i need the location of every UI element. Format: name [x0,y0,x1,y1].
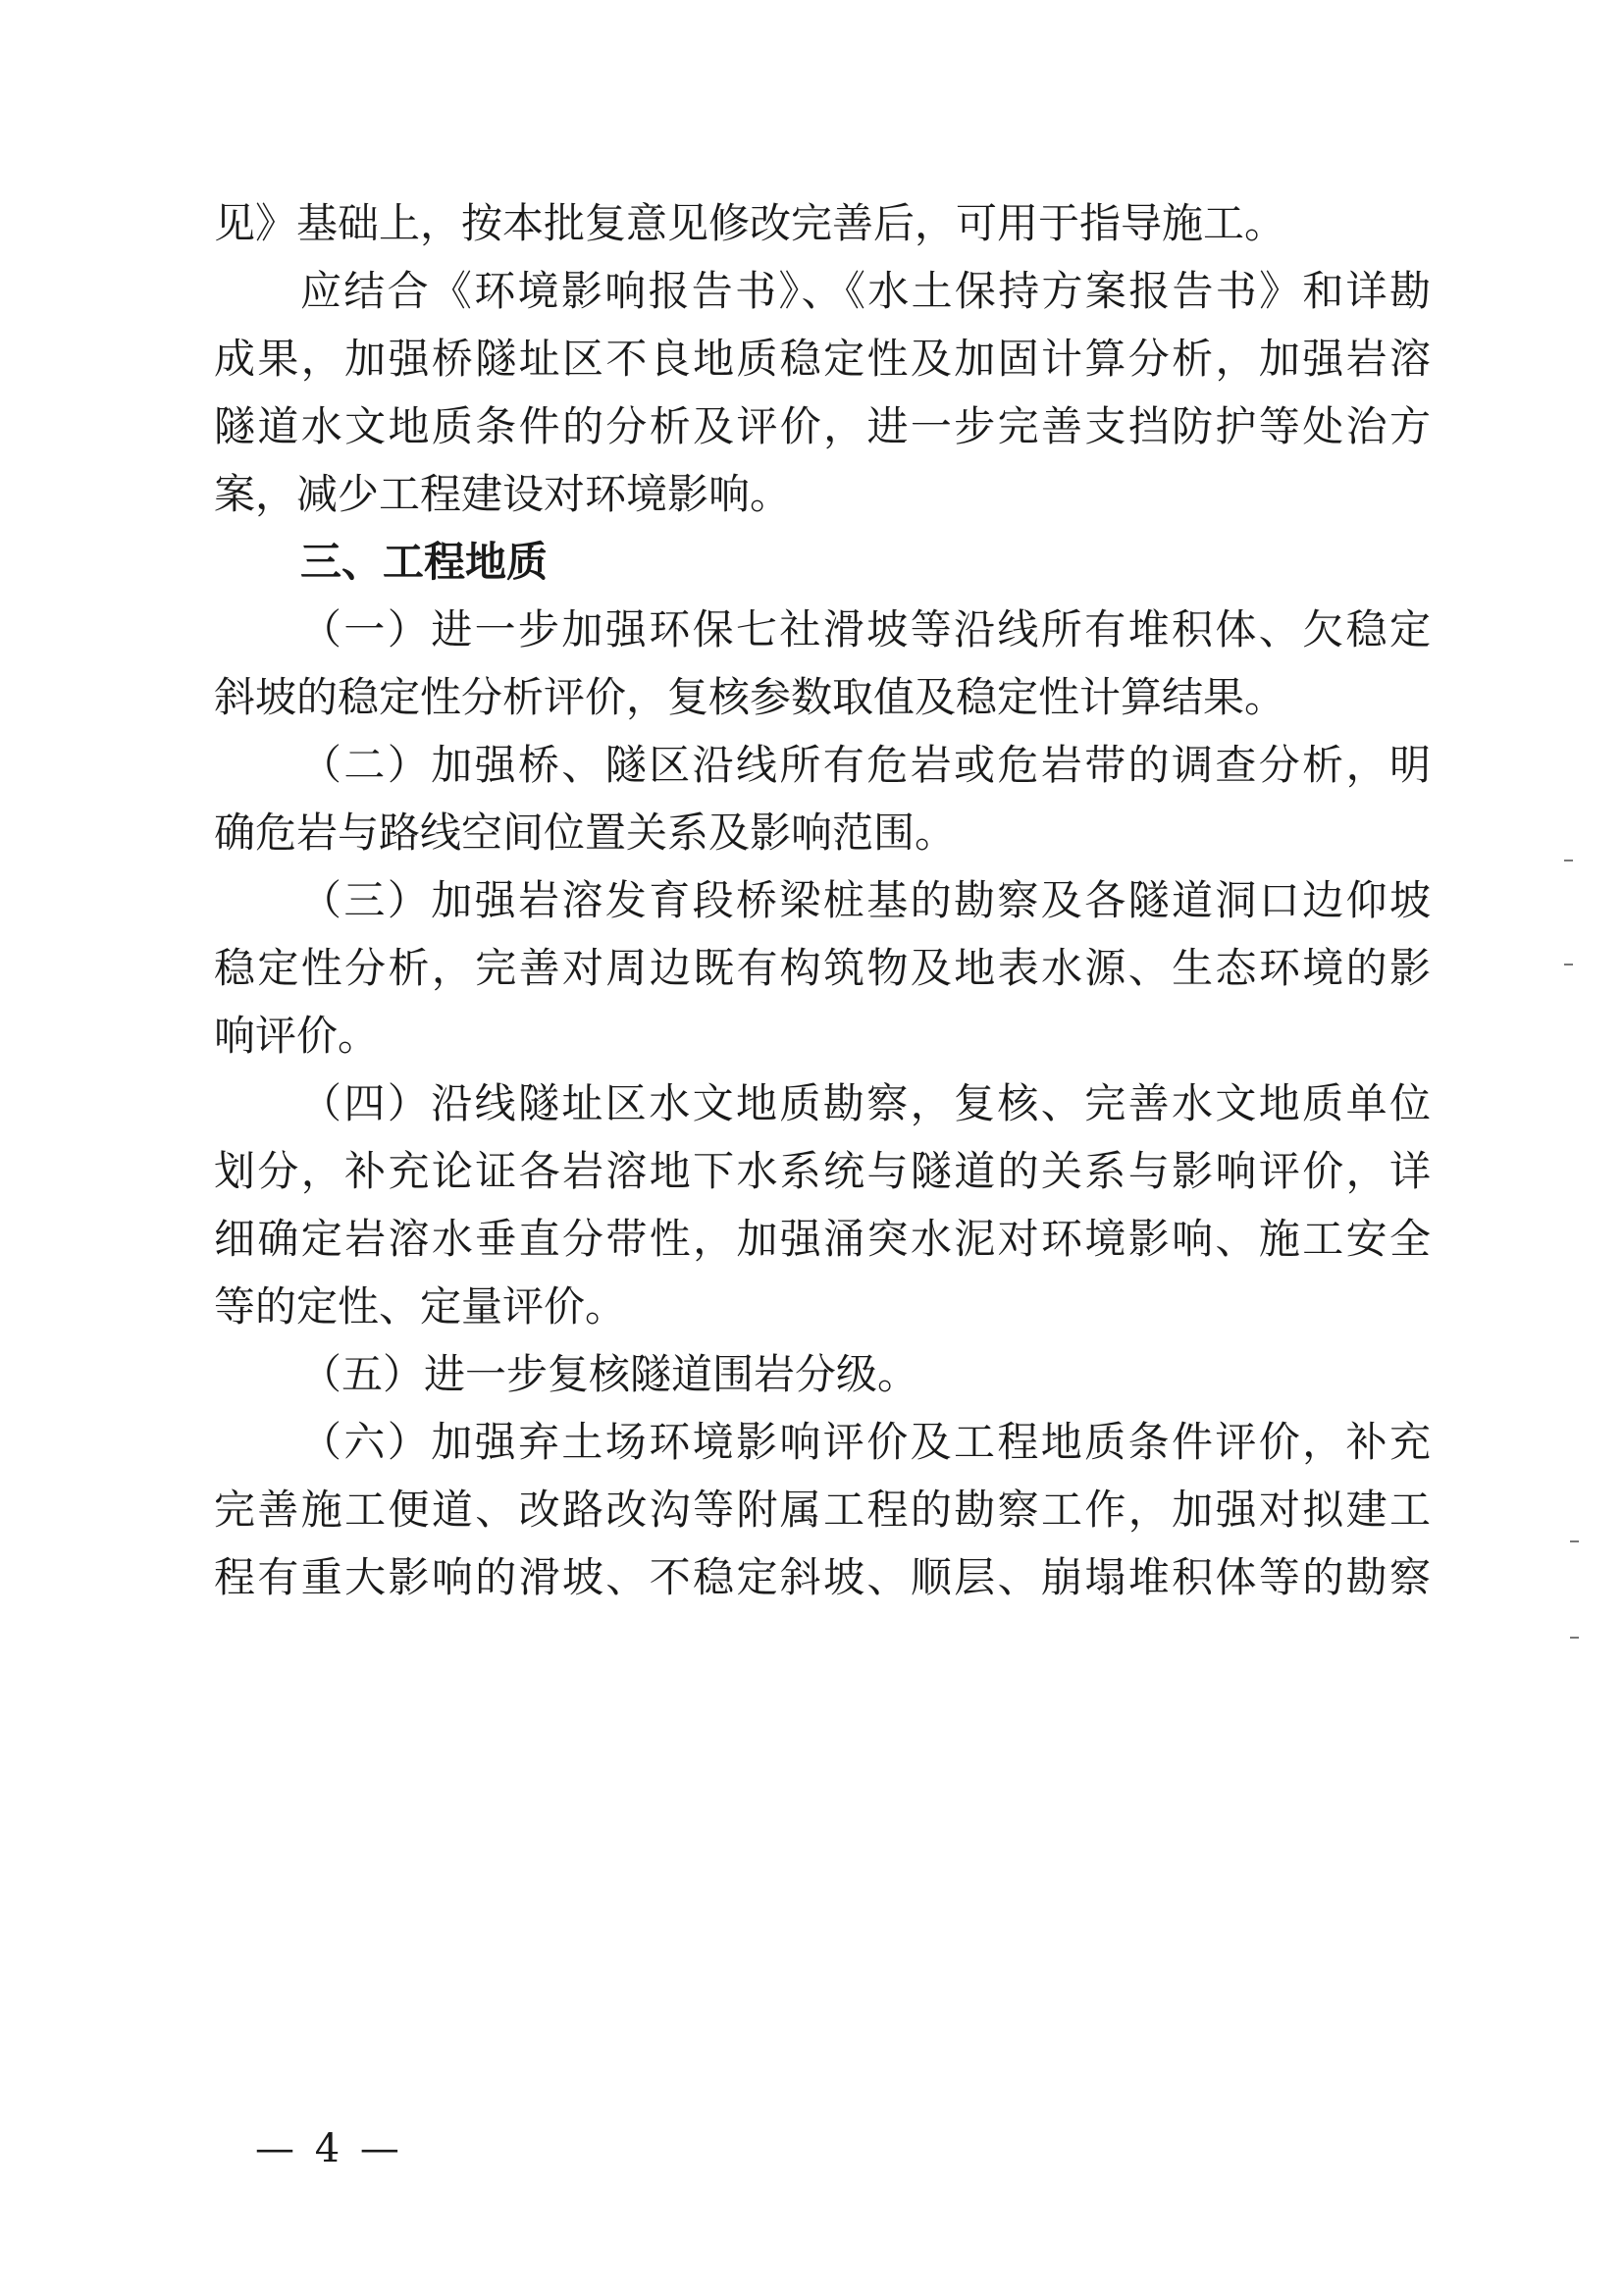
body-line-13: 响评价。 [214,1012,380,1060]
body-line-19: （六）加强弃土场环境影响评价及工程地质条件评价，补充 [300,1418,1431,1466]
body-line-10: 确危岩与路线空间位置关系及影响范围。 [214,809,957,857]
body-line-3: 成果，加强桥隧址区不良地质稳定性及加固计算分析，加强岩溶 [214,335,1431,383]
scan-speck [1570,1637,1579,1639]
scan-speck [1570,1540,1579,1542]
body-line-11: （三）加强岩溶发育段桥梁桩基的勘察及各隧道洞口边仰坡 [300,876,1431,924]
body-line-21: 程有重大影响的滑坡、不稳定斜坡、顺层、崩塌堆积体等的勘察 [214,1553,1431,1601]
body-line-20: 完善施工便道、改路改沟等附属工程的勘察工作，加强对拟建工 [214,1486,1431,1534]
body-line-4: 隧道水文地质条件的分析及评价，进一步完善支挡防护等处治方 [214,402,1431,450]
body-line-14: （四）沿线隧址区水文地质勘察，复核、完善水文地质单位 [300,1079,1431,1127]
body-line-17: 等的定性、定量评价。 [214,1282,627,1331]
body-line-15: 划分，补充论证各岩溶地下水系统与隧道的关系与影响评价，详 [214,1147,1431,1195]
body-line-8: 斜坡的稳定性分析评价，复核参数取值及稳定性计算结果。 [214,673,1286,721]
scan-speck [1564,860,1573,861]
scan-speck [1564,964,1573,965]
body-line-1: 见》基础上，按本批复意见修改完善后，可用于指导施工。 [214,199,1286,247]
body-line-9: （二）加强桥、隧区沿线所有危岩或危岩带的调查分析，明 [300,741,1431,789]
body-line-7: （一）进一步加强环保七社滑坡等沿线所有堆积体、欠稳定 [300,605,1431,653]
body-line-16: 细确定岩溶水垂直分带性，加强涌突水泥对环境影响、施工安全 [214,1215,1431,1263]
page-number: — 4 — [255,2126,403,2171]
section-heading: 三、工程地质 [300,538,549,586]
body-line-12: 稳定性分析，完善对周边既有构筑物及地表水源、生态环境的影 [214,944,1431,992]
body-line-2: 应结合《环境影响报告书》、《水土保持方案报告书》和详勘 [300,267,1431,315]
body-line-5: 案，减少工程建设对环境影响。 [214,470,792,518]
body-line-18: （五）进一步复核隧道围岩分级。 [300,1350,919,1398]
